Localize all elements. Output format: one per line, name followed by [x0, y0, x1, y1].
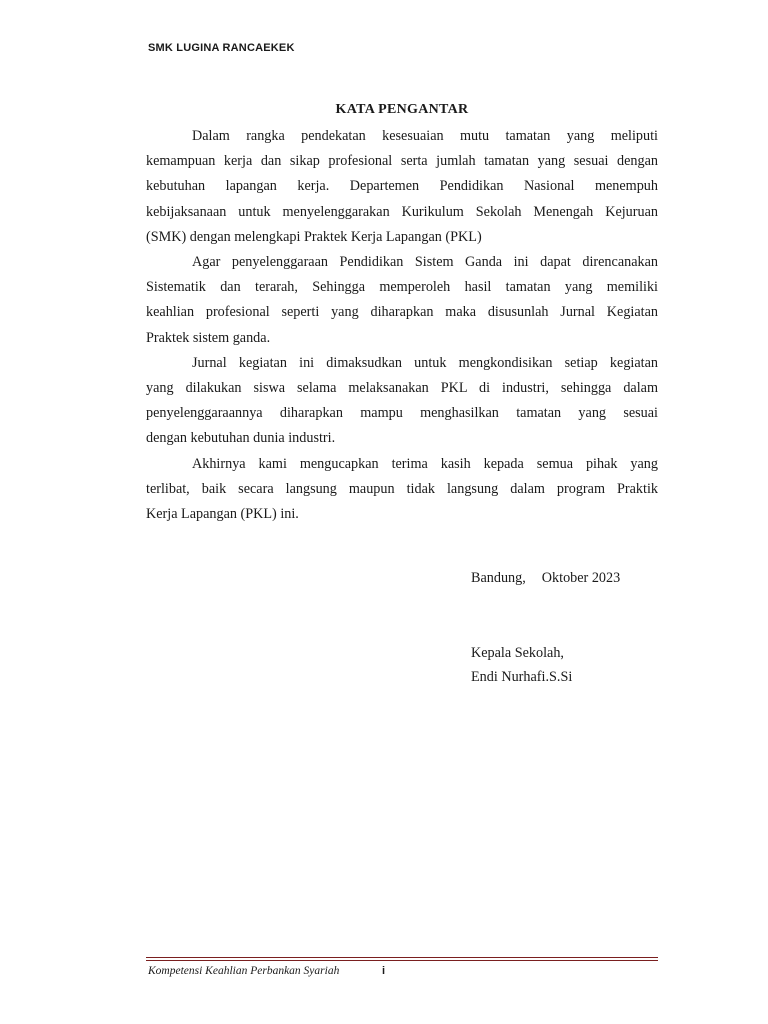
signature-name: Endi Nurhafi.S.Si	[471, 669, 573, 685]
paragraph-line: Sistematik dan terarah, Sehingga memperoleh hasil tamatan yang memiliki	[146, 279, 658, 296]
paragraph-1	[146, 124, 658, 250]
signature-place: Bandung,	[471, 570, 526, 586]
document-body	[146, 124, 658, 527]
paragraph-line: terlibat, baik secara langsung maupun tidak langsung dalam program Praktik	[146, 480, 658, 497]
paragraph-line: dengan kebutuhan dunia industri.	[146, 430, 336, 447]
paragraph-line: penyelenggaraannya diharapkan mampu menghasilkan tamatan yang sesuai	[146, 405, 658, 422]
paragraph-line: Agar penyelenggaraan Pendidikan Sistem Ganda ini dapat direncanakan	[192, 254, 658, 271]
running-header: SMK LUGINA RANCAEKEK	[148, 42, 295, 54]
footer-divider-secondary	[146, 960, 658, 961]
paragraph-line: Dalam rangka pendekatan kesesuaian mutu tamatan yang meliputi	[192, 128, 658, 144]
signature-position: Kepala Sekolah,	[471, 645, 564, 661]
running-footer: Kompetensi Keahlian Perbankan Syariah	[148, 965, 340, 977]
paragraph-line: Praktek sistem ganda.	[146, 329, 271, 346]
paragraph-4	[146, 452, 658, 528]
signature-place-date	[471, 566, 620, 591]
paragraph-line: yang dilakukan siswa selama melaksanakan PKL di industri, sehingga dalam	[146, 380, 658, 397]
paragraph-line: kemampuan kerja dan sikap profesional serta jumlah tamatan yang sesuai dengan	[146, 153, 658, 170]
paragraph-line: kebijaksanaan untuk menyelenggarakan Kurikulum Sekolah Menengah Kejuruan	[146, 203, 658, 220]
document-title: KATA PENGANTAR	[335, 102, 469, 117]
paragraph-line: Kerja Lapangan (PKL) ini.	[146, 506, 299, 523]
footer-divider	[146, 957, 658, 958]
paragraph-line: kebutuhan lapangan kerja. Departemen Pendidikan Nasional menempuh	[146, 178, 658, 195]
paragraph-line: (SMK) dengan melengkapi Praktek Kerja Lapangan (PKL)	[146, 228, 482, 245]
paragraph-3	[146, 351, 658, 452]
paragraph-line: Akhirnya kami mengucapkan terima kasih kepada semua pihak yang	[192, 455, 658, 472]
paragraph-2	[146, 250, 658, 351]
paragraph-line: Jurnal kegiatan ini dimaksudkan untuk mengkondisikan setiap kegiatan	[192, 354, 658, 371]
signature-date: Oktober 2023	[541, 570, 621, 586]
page-number: i	[382, 965, 386, 977]
paragraph-line: keahlian profesional seperti yang diharapkan maka disusunlah Jurnal Kegiatan	[146, 304, 658, 321]
